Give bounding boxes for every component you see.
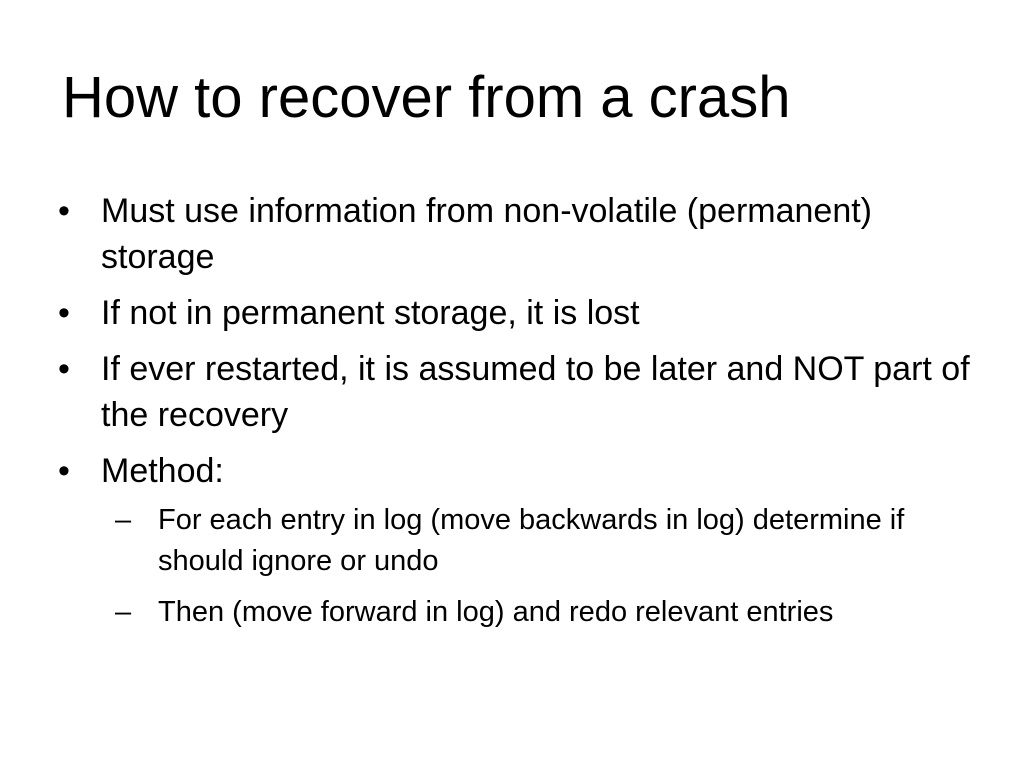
sub-bullet-text: For each entry in log (move backwards in log) determine if should ignore or undo [158,504,905,577]
bullet-text: If not in permanent storage, it is lost [101,294,640,332]
bullet-marker: • [58,452,70,490]
bullet-text: Method: [101,452,224,490]
bullet-marker: • [58,192,70,230]
slide-title: How to recover from a crash [62,65,791,130]
bullet-text: Must use information from non-volatile (permanent) storage [101,192,872,276]
bullet-item-method [58,448,978,633]
sub-bullet-text: Then (move forward in log) and redo relevant entries [158,596,834,628]
bullet-item [58,188,978,280]
bullet-item [58,290,978,336]
sub-bullet-item [115,592,978,633]
bullet-marker: • [58,294,70,332]
bullet-text: If ever restarted, it is assumed to be later and NOT part of the recovery [101,350,970,434]
bullet-item [58,346,978,438]
sub-bullet-item [115,500,978,582]
sub-bullet-list [101,500,978,633]
bullet-marker: • [58,350,70,388]
dash-marker: – [115,596,132,628]
dash-marker: – [115,504,132,536]
bullet-list [58,188,978,643]
